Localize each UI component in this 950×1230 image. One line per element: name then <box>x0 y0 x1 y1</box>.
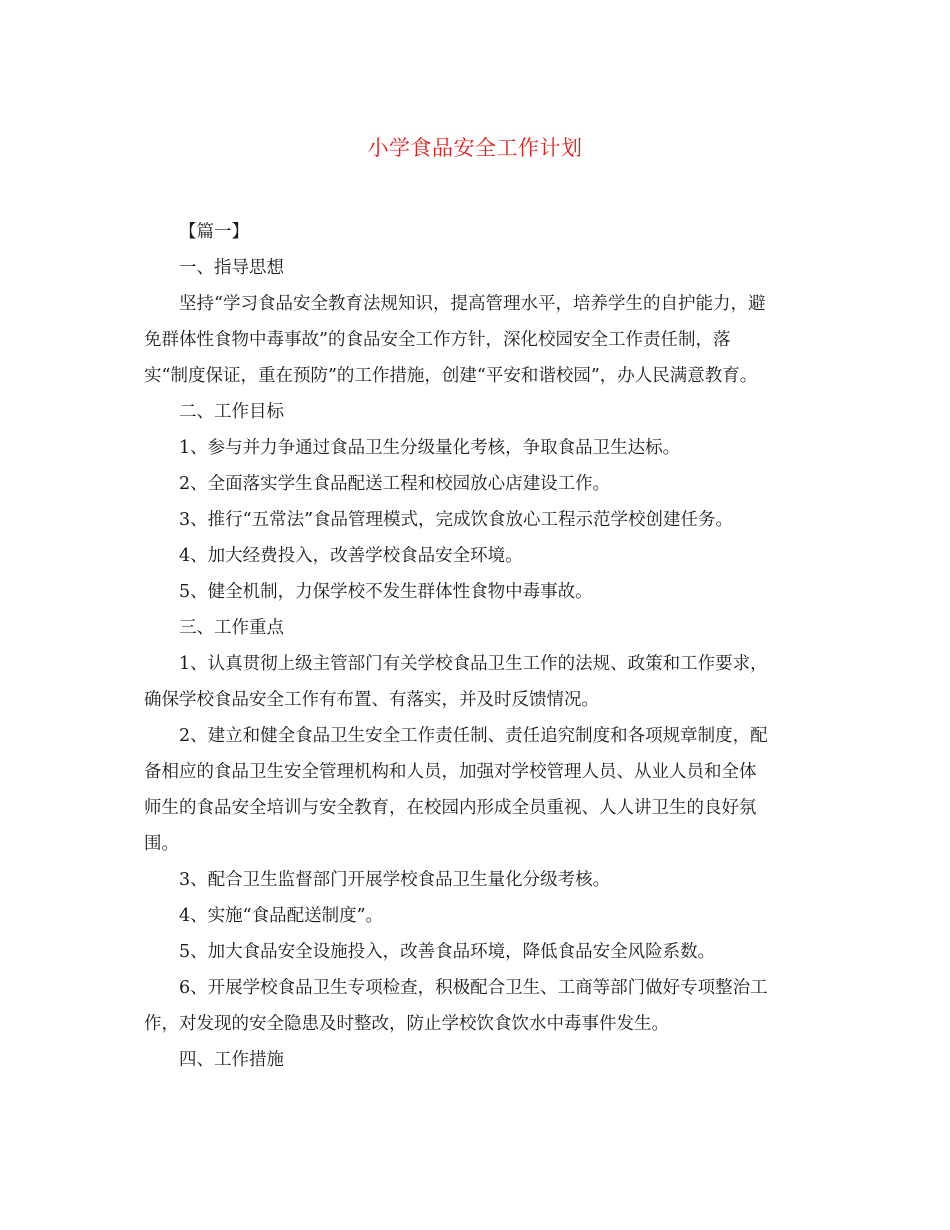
text-line: 1、认真贯彻上级主管部门有关学校食品卫生工作的法规、政策和工作要求， <box>179 654 768 674</box>
text-line: 1、参与并力争通过食品卫生分级量化考核，争取食品卫生达标。 <box>179 438 681 458</box>
text-line: 免群体性食物中毒事故”的食品安全工作方针，深化校园安全工作责任制，落 <box>144 330 731 350</box>
text-line: 2、建立和健全食品卫生安全工作责任制、责任追究制度和各项规章制度，配 <box>179 726 768 746</box>
text-line: 4、加大经费投入，改善学校食品安全环境。 <box>179 546 523 566</box>
text-line: 5、加大食品安全设施投入，改善食品环境，降低食品安全风险系数。 <box>179 942 716 962</box>
text-line: 3、配合卫生监督部门开展学校食品卫生量化分级考核。 <box>179 870 611 890</box>
text-line: 一、指导思想 <box>179 258 284 278</box>
text-line: 二、工作目标 <box>179 402 284 422</box>
document-body <box>144 214 808 1078</box>
document-title: 小学食品安全工作计划 <box>367 136 583 160</box>
text-line: 2、全面落实学生食品配送工程和校园放心店建设工作。 <box>179 474 611 494</box>
text-line: 5、健全机制，力保学校不发生群体性食物中毒事故。 <box>179 582 593 602</box>
text-line: 作，对发现的安全隐患及时整改，防止学校饮食饮水中毒事件发生。 <box>144 1014 669 1034</box>
text-line: 三、工作重点 <box>179 618 284 638</box>
text-line: 确保学校食品安全工作有布置、有落实，并及时反馈情况。 <box>144 690 599 710</box>
text-line: 【篇一】 <box>179 222 249 242</box>
text-line: 实“制度保证，重在预防”的工作措施，创建“平安和谐校园”，办人民满意教育。 <box>144 366 758 386</box>
text-line: 3、推行“五常法”食品管理模式，完成饮食放心工程示范学校创建任务。 <box>179 510 734 530</box>
text-line: 4、实施“食品配送制度”。 <box>179 906 384 926</box>
text-line: 四、工作措施 <box>179 1050 284 1070</box>
text-line: 备相应的食品卫生安全管理机构和人员，加强对学校管理人员、从业人员和全体 <box>144 762 757 782</box>
text-line: 坚持“学习食品安全教育法规知识，提高管理水平，培养学生的自护能力，避 <box>179 294 766 314</box>
text-line: 围。 <box>144 834 179 854</box>
text-line: 师生的食品安全培训与安全教育，在校园内形成全员重视、人人讲卫生的良好氛 <box>144 798 757 818</box>
text-line: 6、开展学校食品卫生专项检查，积极配合卫生、工商等部门做好专项整治工 <box>179 978 768 998</box>
